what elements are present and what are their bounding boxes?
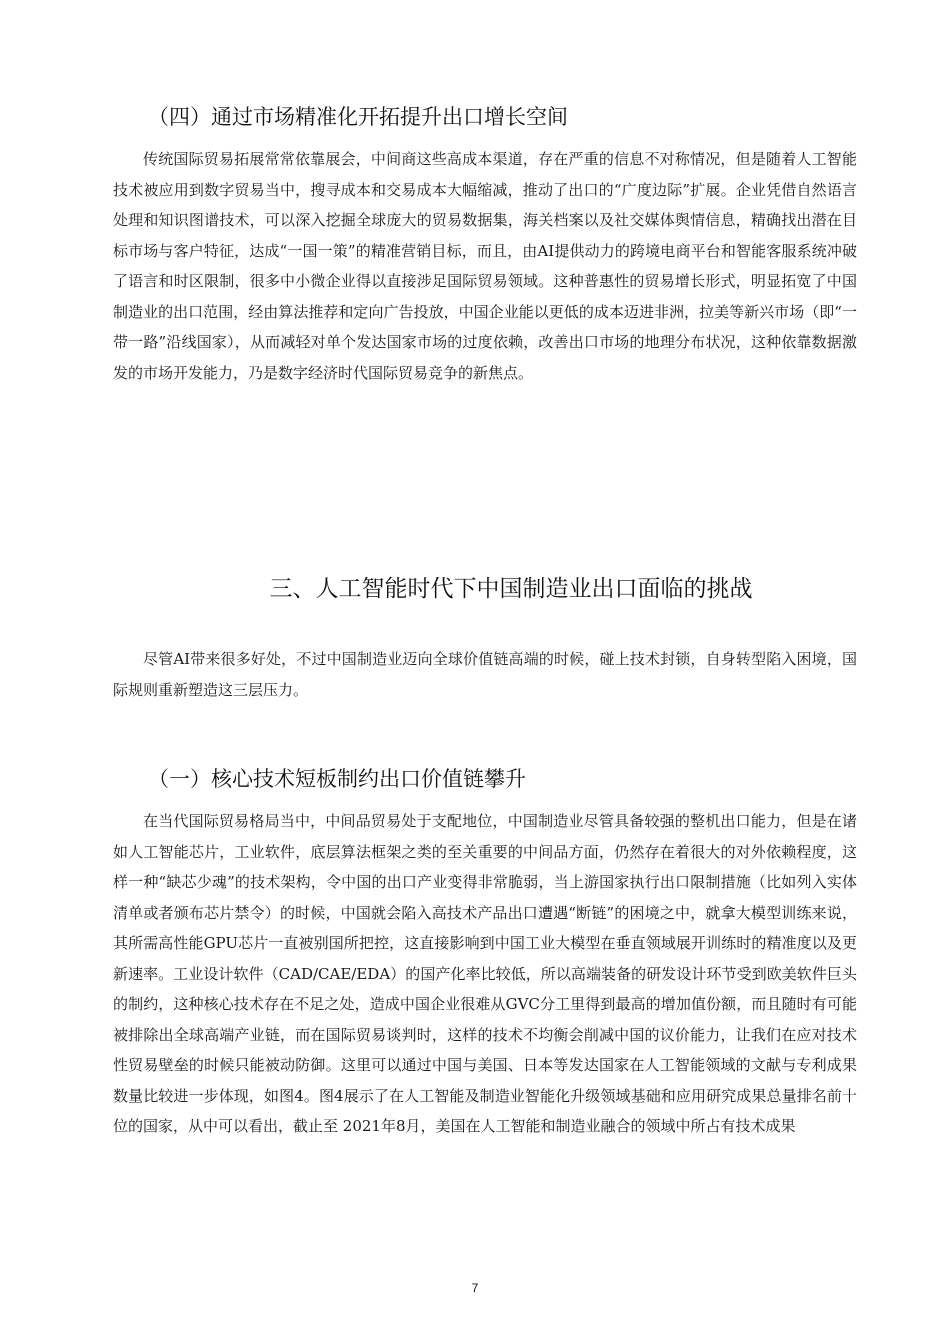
page-number: 7 (471, 1281, 479, 1295)
chapter-heading-3: 三、人工智能时代下中国制造业出口面临的挑战 (269, 576, 753, 602)
section-4-paragraph: 传统国际贸易拓展常常依靠展会，中间商这些高成本渠道，存在严重的信息不对称情况，但是随着人工智能技术被应用到数字贸易当中，搜寻成本和交易成本大幅缩减，推动了出口的“广度边际”扩展。企业凭借自然语言处理和知识图谱技术，可以深入挖掘全球庞大的贸易数据集，海关档案以及社交媒体舆情信息，精确找出潜在目标市场与客户特征，达成“一国一策”的精准营销目标，而且，由AI提供动力的跨境电商平台和智能客服系统冲破了语言和时区限制，很多中小微企业得以直接涉足国际贸易领域。这种普惠性的贸易增长形式，明显拓宽了中国制造业的出口范围，经由算法推荐和定向广告投放，中国企业能以更低的成本迈进非洲，拉美等新兴市场（即“一带一路”沿线国家），从而减轻对单个发达国家市场的过度依赖，改善出口市场的地理分布状况，这种依靠数据激发的市场开发能力，乃是数字经济时代国际贸易竞争的新焦点。 (113, 150, 857, 382)
section-heading-1: （一）核心技术短板制约出口价值链攀升 (148, 767, 526, 791)
chapter-3-intro-paragraph: 尽管AI带来很多好处，不过中国制造业迈向全球价值链高端的时候，碰上技术封锁，自身转型陷入困境，国际规则重新塑造这三层压力。 (113, 650, 857, 699)
section-heading-4: （四）通过市场精准化开拓提升出口增长空间 (148, 105, 568, 129)
section-1-paragraph: 在当代国际贸易格局当中，中间品贸易处于支配地位，中国制造业尽管具备较强的整机出口能力，但是在诸如人工智能芯片，工业软件，底层算法框架之类的至关重要的中间品方面，仍然存在着很大的对外依赖程度，这样一种“缺芯少魂”的技术架构，令中国的出口产业变得非常脆弱，当上游国家执行出口限制措施（比如列入实体清单或者颁布芯片禁令）的时候，中国就会陷入高技术产品出口遭遇“断链”的困境之中，就拿大模型训练来说，其所需高性能GPU芯片一直被别国所把控，这直接影响到中国工业大模型在垂直领域展开训练时的精准度以及更新速率。工业设计软件（CAD/CAE/EDA）的国产化率比较低，所以高端装备的研发设计环节受到欧美软件巨头的制约，这种核心技术存在不足之处，造成中国企业很难从GVC分工里得到最高的增加值份额，而且随时有可能被排除出全球高端产业链，而在国际贸易谈判时，这样的技术不均衡会削减中国的议价能力，让我们在应对技术性贸易壁垒的时候只能被动防御。这里可以通过中国与美国、日本等发达国家在人工智能领域的文献与专利成果数量比较进一步体现，如图4。图4展示了在人工智能及制造业智能化升级领域基础和应用研究成果总量排名前十位的国家，从中可以看出，截止至 2021年8月，美国在人工智能和制造业融合的领域中所占有技术成果 (113, 812, 857, 1135)
